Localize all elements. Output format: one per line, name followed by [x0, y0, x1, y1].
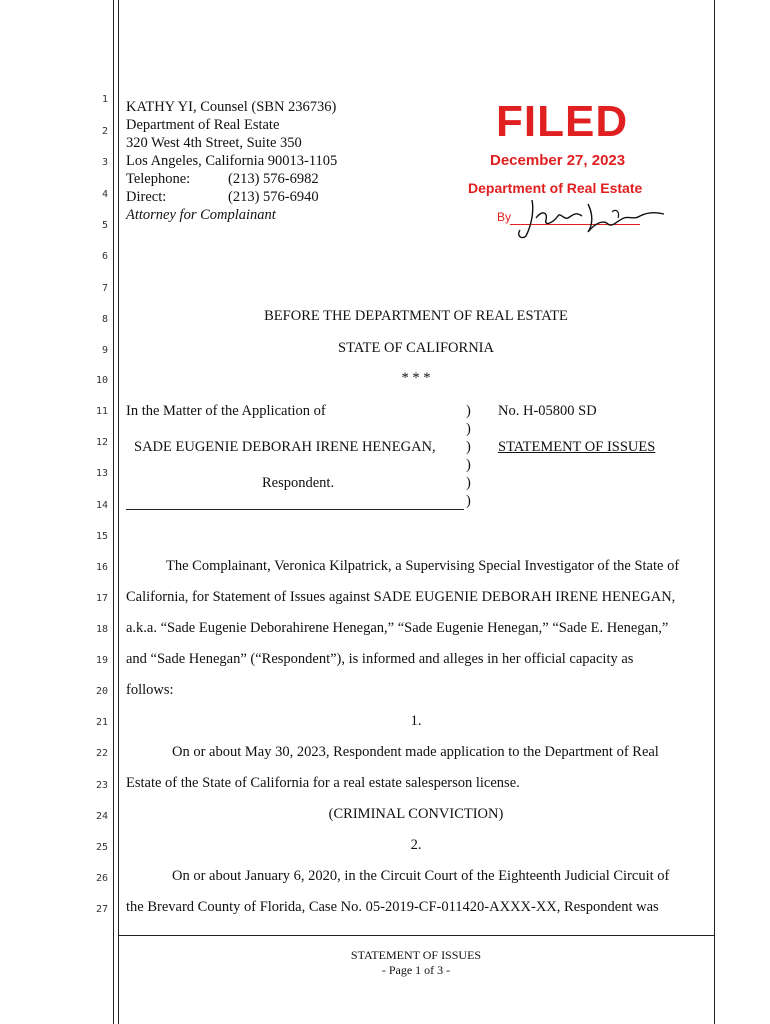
line-number: 6: [101, 251, 108, 262]
footer-title: STATEMENT OF ISSUES: [350, 948, 482, 962]
attorney-role: Attorney for Complainant: [126, 207, 276, 223]
line-number: 18: [95, 624, 108, 635]
paragraph-1-line: Estate of the State of California for a real estate salesperson license.: [126, 775, 520, 791]
caption-paren: ): [466, 457, 471, 473]
matter-text: In the Matter of the Application of: [126, 403, 326, 419]
paragraph-1-line: On or about May 30, 2023, Respondent made application to the Department of Real: [172, 744, 659, 760]
line-number: 26: [95, 873, 108, 884]
line-number: 14: [95, 500, 108, 511]
line-number: 13: [95, 468, 108, 479]
section-heading: (CRIMINAL CONVICTION): [328, 806, 504, 822]
department-name: Department of Real Estate: [126, 117, 280, 133]
caption-paren: ): [466, 403, 471, 419]
line-number: 8: [101, 314, 108, 325]
direct-line: [126, 188, 319, 206]
state-title: STATE OF CALIFORNIA: [338, 340, 494, 356]
line-number: 19: [95, 655, 108, 666]
line-number: 16: [95, 562, 108, 573]
city-address: Los Angeles, California 90013-1105: [126, 153, 338, 169]
line-number: 3: [101, 157, 108, 168]
line-number: 23: [95, 780, 108, 791]
line-number: 22: [95, 748, 108, 759]
direct-label: Direct:: [126, 189, 167, 205]
caption-underline: [126, 509, 464, 510]
street-address: 320 West 4th Street, Suite 350: [126, 135, 302, 151]
intro-line: The Complainant, Veronica Kilpatrick, a Supervising Special Investigator of the State of: [166, 558, 680, 574]
direct-value: (213) 576-6940: [228, 189, 319, 205]
case-number: No. H-05800 SD: [498, 403, 597, 419]
filed-date: December 27, 2023: [490, 152, 626, 169]
filed-by-label: By: [497, 210, 512, 224]
caption-paren: ): [466, 439, 471, 455]
intro-line: California, for Statement of Issues against SADE EUGENIE DEBORAH IRENE HENEGAN,: [126, 589, 676, 605]
filed-department: Department of Real Estate: [468, 180, 643, 196]
intro-line: and “Sade Henegan” (“Respondent”), is informed and alleges in her official capacity as: [126, 651, 634, 667]
line-number: 11: [95, 406, 108, 417]
line-number: 10: [95, 375, 108, 386]
paragraph-2-line: On or about January 6, 2020, in the Circuit Court of the Eighteenth Judicial Circuit of: [172, 868, 670, 884]
left-margin-rule-inner: [118, 0, 119, 1024]
line-number: 12: [95, 437, 108, 448]
document-title: STATEMENT OF ISSUES: [498, 439, 656, 455]
court-title: BEFORE THE DEPARTMENT OF REAL ESTATE: [264, 308, 568, 324]
line-number: 7: [101, 283, 108, 294]
footer-page-number: - Page 1 of 3 -: [381, 963, 451, 977]
intro-line: a.k.a. “Sade Eugenie Deborahirene Henegan,” “Sade Eugenie Henegan,” “Sade E. Henegan,”: [126, 620, 669, 636]
counsel-name: KATHY YI, Counsel (SBN 236736): [126, 99, 337, 115]
paragraph-2-line: the Brevard County of Florida, Case No. 05-2019-CF-011420-AXXX-XX, Respondent was: [126, 899, 659, 915]
respondent-label: Respondent.: [262, 475, 335, 491]
paragraph-number: 1.: [410, 713, 422, 729]
intro-line: follows:: [126, 682, 174, 698]
line-number: 17: [95, 593, 108, 604]
telephone-line: [126, 170, 319, 188]
left-margin-rule-outer: [113, 0, 114, 1024]
right-margin-rule: [714, 0, 715, 1024]
caption-paren: ): [466, 493, 471, 509]
footer-divider: [118, 935, 714, 936]
line-number: 25: [95, 842, 108, 853]
line-number: 2: [101, 126, 108, 137]
telephone-value: (213) 576-6982: [228, 171, 319, 187]
telephone-label: Telephone:: [126, 171, 191, 187]
caption-paren: ): [466, 475, 471, 491]
line-number: 5: [101, 220, 108, 231]
handwritten-signature: [508, 190, 668, 242]
filed-label: FILED: [496, 97, 629, 146]
line-number: 21: [95, 717, 108, 728]
separator-stars: * * *: [401, 370, 431, 386]
line-number: 1: [101, 94, 108, 105]
line-number: 27: [95, 904, 108, 915]
line-number: 9: [101, 345, 108, 356]
line-number: 24: [95, 811, 108, 822]
paragraph-number: 2.: [410, 837, 422, 853]
line-number: 20: [95, 686, 108, 697]
line-number: 15: [95, 531, 108, 542]
line-number: 4: [101, 189, 108, 200]
caption-paren: ): [466, 421, 471, 437]
respondent-name: SADE EUGENIE DEBORAH IRENE HENEGAN,: [134, 439, 436, 455]
